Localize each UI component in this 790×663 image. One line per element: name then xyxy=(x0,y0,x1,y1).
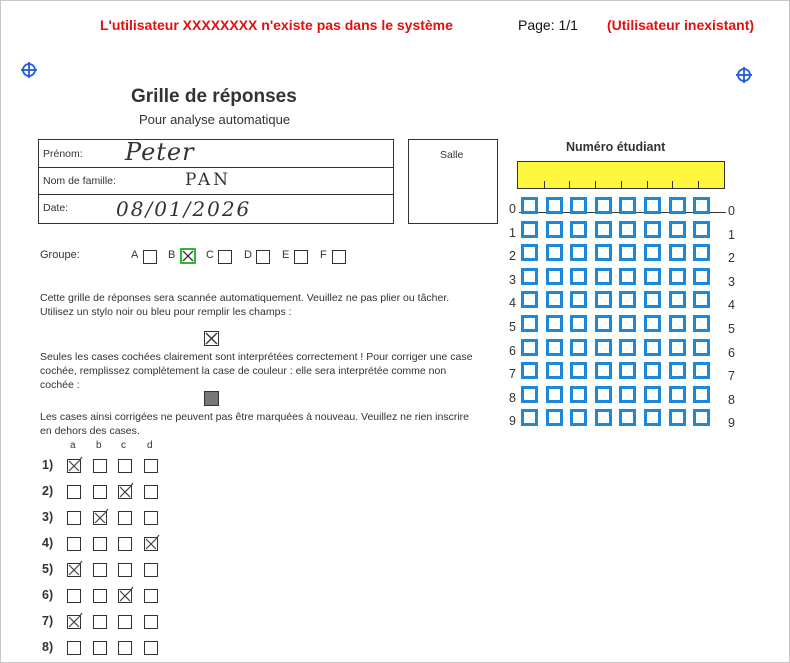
student-digit-box[interactable] xyxy=(570,386,587,403)
answer-checkbox[interactable] xyxy=(118,641,132,655)
student-number-field[interactable] xyxy=(517,161,725,189)
digit-label-right: 7 xyxy=(728,369,735,384)
first-name-label: Prénom: xyxy=(43,148,83,160)
digit-label-left: 5 xyxy=(509,320,516,334)
check-mark-icon xyxy=(182,250,194,262)
digit-label-right: 2 xyxy=(728,251,735,266)
student-digit-box[interactable] xyxy=(521,362,538,379)
question-column-header: c xyxy=(121,440,126,451)
student-digit-box[interactable] xyxy=(693,197,710,214)
student-digit-box[interactable] xyxy=(595,221,612,238)
student-digit-box[interactable] xyxy=(669,362,686,379)
student-digit-box[interactable] xyxy=(595,409,612,426)
digit-divider xyxy=(569,181,570,188)
instructions-line: cochée : xyxy=(40,379,80,391)
student-digit-box[interactable] xyxy=(693,386,710,403)
answer-checkbox[interactable] xyxy=(93,641,107,655)
student-digit-box[interactable] xyxy=(521,268,538,285)
student-digit-box[interactable] xyxy=(521,409,538,426)
student-digit-box[interactable] xyxy=(546,268,563,285)
student-digit-box[interactable] xyxy=(619,409,636,426)
answer-checkbox[interactable] xyxy=(144,511,158,525)
student-digit-box[interactable] xyxy=(669,244,686,261)
answer-checkbox[interactable] xyxy=(67,563,81,577)
student-digit-box[interactable] xyxy=(693,291,710,308)
digit-divider xyxy=(621,181,622,188)
answer-checkbox[interactable] xyxy=(67,459,81,473)
last-name-label: Nom de famille: xyxy=(43,175,116,187)
answer-checkbox[interactable] xyxy=(118,615,132,629)
instructions-line: Les cases ainsi corrigées ne peuvent pas être marquées à nouveau. Veuillez ne rien inscrire xyxy=(40,411,469,423)
question-number: 6) xyxy=(42,588,54,602)
identity-box xyxy=(38,139,394,224)
answer-checkbox[interactable] xyxy=(67,485,81,499)
answer-checkbox[interactable] xyxy=(144,537,158,551)
instructions-paragraph-1 xyxy=(40,291,490,319)
student-digit-box[interactable] xyxy=(595,362,612,379)
student-digit-box[interactable] xyxy=(669,268,686,285)
student-digit-box[interactable] xyxy=(521,339,538,356)
student-digit-box[interactable] xyxy=(546,339,563,356)
date-label: Date: xyxy=(43,202,69,214)
group-option-checkbox[interactable] xyxy=(143,250,157,264)
digit-label-left: 2 xyxy=(509,249,516,264)
answer-checkbox[interactable] xyxy=(118,563,132,577)
crosshair-target-icon[interactable] xyxy=(21,62,37,78)
group-option-label: C xyxy=(206,249,214,261)
group-option-label: B xyxy=(168,249,176,261)
student-digit-box[interactable] xyxy=(669,221,686,238)
answer-checkbox[interactable] xyxy=(67,589,81,603)
student-digit-box[interactable] xyxy=(546,221,563,238)
check-mark-icon xyxy=(119,486,131,498)
question-number: 8) xyxy=(42,640,54,654)
student-digit-box[interactable] xyxy=(595,291,612,308)
form-title: Grille de réponses xyxy=(131,86,297,107)
student-digit-box[interactable] xyxy=(546,291,563,308)
question-column-header: b xyxy=(96,440,102,451)
digit-label-right: 1 xyxy=(728,227,735,242)
question-column-header: a xyxy=(70,440,76,451)
student-digit-box[interactable] xyxy=(693,221,710,238)
digit-label-right: 8 xyxy=(728,392,735,407)
answer-checkbox[interactable] xyxy=(144,641,158,655)
student-digit-box[interactable] xyxy=(669,386,686,403)
student-digit-box[interactable] xyxy=(570,291,587,308)
check-mark-icon xyxy=(68,460,80,472)
digit-label-right: 0 xyxy=(728,204,735,218)
student-digit-box[interactable] xyxy=(570,362,587,379)
status-message: (Utilisateur inexistant) xyxy=(607,17,755,33)
check-mark-icon xyxy=(145,538,157,550)
instructions-line: Utilisez un stylo noir ou bleu pour remplir les champs : xyxy=(40,306,292,318)
digit-label-right: 3 xyxy=(728,274,735,289)
answer-checkbox[interactable] xyxy=(67,537,81,551)
student-digit-box[interactable] xyxy=(693,339,710,356)
sample-checked-box xyxy=(204,331,219,346)
error-message: L'utilisateur XXXXXXXX n'existe pas dans le système xyxy=(100,17,453,33)
question-number: 3) xyxy=(42,510,54,524)
question-number: 4) xyxy=(42,536,54,550)
check-mark-icon xyxy=(68,616,80,628)
check-mark-icon xyxy=(68,564,80,576)
answer-checkbox[interactable] xyxy=(93,563,107,577)
form-subtitle: Pour analyse automatique xyxy=(139,112,291,127)
digit-label-right: 4 xyxy=(728,298,735,313)
salle-box[interactable] xyxy=(408,139,498,224)
student-digit-box[interactable] xyxy=(644,409,661,426)
student-digit-box[interactable] xyxy=(619,244,636,261)
student-digit-box[interactable] xyxy=(669,197,686,214)
student-digit-box[interactable] xyxy=(595,339,612,356)
student-digit-box[interactable] xyxy=(595,197,612,214)
student-digit-box[interactable] xyxy=(570,339,587,356)
student-digit-box[interactable] xyxy=(546,197,563,214)
student-digit-box[interactable] xyxy=(619,386,636,403)
student-digit-box[interactable] xyxy=(595,244,612,261)
student-digit-box[interactable] xyxy=(619,221,636,238)
digit-label-left: 7 xyxy=(509,367,516,382)
student-digit-box[interactable] xyxy=(521,197,538,214)
student-digit-box[interactable] xyxy=(619,268,636,285)
student-digit-box[interactable] xyxy=(546,315,563,332)
answer-checkbox[interactable] xyxy=(118,537,132,551)
digit-divider xyxy=(595,181,596,188)
check-mark-icon xyxy=(119,590,131,602)
question-number: 5) xyxy=(42,562,54,576)
question-number: 2) xyxy=(42,484,54,498)
digit-label-left: 1 xyxy=(509,225,516,240)
check-mark-icon xyxy=(94,512,106,524)
student-digit-box[interactable] xyxy=(644,291,661,308)
digit-label-left: 0 xyxy=(509,202,516,216)
group-option-label: E xyxy=(282,249,290,261)
digit-divider xyxy=(672,181,673,188)
answer-checkbox[interactable] xyxy=(118,589,132,603)
digit-label-right: 5 xyxy=(728,322,735,336)
student-digit-box[interactable] xyxy=(570,244,587,261)
student-digit-box[interactable] xyxy=(619,197,636,214)
answer-checkbox[interactable] xyxy=(144,589,158,603)
student-digit-box[interactable] xyxy=(595,315,612,332)
answer-checkbox[interactable] xyxy=(93,485,107,499)
student-digit-box[interactable] xyxy=(570,409,587,426)
answer-checkbox[interactable] xyxy=(118,485,132,499)
answer-checkbox[interactable] xyxy=(144,485,158,499)
student-digit-box[interactable] xyxy=(669,315,686,332)
student-digit-box[interactable] xyxy=(644,386,661,403)
digit-label-left: 8 xyxy=(509,390,516,405)
answer-checkbox[interactable] xyxy=(144,563,158,577)
student-digit-box[interactable] xyxy=(693,268,710,285)
student-digit-box[interactable] xyxy=(693,362,710,379)
student-digit-box[interactable] xyxy=(644,339,661,356)
group-option-checkbox[interactable] xyxy=(294,250,308,264)
student-digit-box[interactable] xyxy=(570,268,587,285)
student-digit-box[interactable] xyxy=(693,409,710,426)
student-digit-box[interactable] xyxy=(644,315,661,332)
answer-checkbox[interactable] xyxy=(93,537,107,551)
student-digit-box[interactable] xyxy=(619,291,636,308)
salle-label: Salle xyxy=(440,149,464,161)
answer-checkbox[interactable] xyxy=(118,459,132,473)
answer-checkbox[interactable] xyxy=(144,459,158,473)
sample-corrected-box xyxy=(204,391,219,406)
student-digit-box[interactable] xyxy=(644,244,661,261)
digit-label-left: 9 xyxy=(509,414,516,429)
answer-checkbox[interactable] xyxy=(118,511,132,525)
instructions-line: Cette grille de réponses sera scannée automatiquement. Veuillez ne pas plier ou tâcher. xyxy=(40,292,450,304)
question-number: 1) xyxy=(42,458,54,472)
student-digit-box[interactable] xyxy=(669,291,686,308)
student-digit-box[interactable] xyxy=(644,197,661,214)
student-digit-box[interactable] xyxy=(546,244,563,261)
student-digit-box[interactable] xyxy=(644,221,661,238)
date-row xyxy=(39,194,393,221)
group-option-checkbox[interactable] xyxy=(332,250,346,264)
digit-divider xyxy=(698,181,699,188)
answer-checkbox[interactable] xyxy=(67,615,81,629)
student-number-title: Numéro étudiant xyxy=(566,140,666,154)
instructions-line: en dehors des cases. xyxy=(40,425,140,437)
student-digit-box[interactable] xyxy=(570,221,587,238)
instructions-line: Seules les cases cochées clairement sont interprétées correctement ! Pour corriger une case xyxy=(40,351,473,363)
student-digit-box[interactable] xyxy=(546,362,563,379)
answer-checkbox[interactable] xyxy=(144,615,158,629)
instructions-paragraph-3 xyxy=(40,410,490,438)
digit-label-left: 3 xyxy=(509,272,516,287)
group-label: Groupe: xyxy=(40,249,80,261)
student-digit-box[interactable] xyxy=(619,315,636,332)
student-digit-box[interactable] xyxy=(521,291,538,308)
question-column-header: d xyxy=(147,440,153,451)
instructions-paragraph-2 xyxy=(40,350,490,392)
student-digit-box[interactable] xyxy=(693,244,710,261)
answer-checkbox[interactable] xyxy=(67,641,81,655)
student-digit-box[interactable] xyxy=(619,362,636,379)
student-digit-box[interactable] xyxy=(521,221,538,238)
group-option-checkbox[interactable] xyxy=(180,248,196,264)
last-name-row xyxy=(39,167,393,195)
digit-divider xyxy=(647,181,648,188)
answer-checkbox[interactable] xyxy=(93,459,107,473)
date-value[interactable]: 08/01/2026 xyxy=(116,197,252,221)
student-digit-box[interactable] xyxy=(669,409,686,426)
question-number: 7) xyxy=(42,614,54,628)
student-digit-box[interactable] xyxy=(546,409,563,426)
group-option-checkbox[interactable] xyxy=(256,250,270,264)
first-name-row xyxy=(39,140,393,168)
student-digit-box[interactable] xyxy=(644,268,661,285)
answer-checkbox[interactable] xyxy=(93,615,107,629)
student-digit-box[interactable] xyxy=(521,315,538,332)
group-option-label: A xyxy=(131,249,139,261)
student-digit-box[interactable] xyxy=(595,268,612,285)
digit-divider xyxy=(544,181,545,188)
group-option-checkbox[interactable] xyxy=(218,250,232,264)
student-digit-box[interactable] xyxy=(570,315,587,332)
student-digit-box[interactable] xyxy=(570,197,587,214)
crosshair-target-icon[interactable] xyxy=(736,67,752,83)
group-option-label: F xyxy=(320,249,327,261)
digit-label-left: 6 xyxy=(509,343,516,358)
instructions-line: cochée, remplissez complètement la case de couleur : elle sera interprétée comme non xyxy=(40,365,447,377)
digit-label-right: 9 xyxy=(728,416,735,431)
digit-label-left: 4 xyxy=(509,296,516,311)
student-digit-box[interactable] xyxy=(669,339,686,356)
last-name-value[interactable]: PAN xyxy=(185,170,232,190)
student-digit-box[interactable] xyxy=(644,362,661,379)
group-option-label: D xyxy=(244,249,252,261)
page-indicator: Page: 1/1 xyxy=(518,17,578,33)
student-digit-box[interactable] xyxy=(693,315,710,332)
first-name-value[interactable]: Peter xyxy=(125,138,195,166)
student-digit-box[interactable] xyxy=(521,386,538,403)
student-digit-box[interactable] xyxy=(595,386,612,403)
digit-label-right: 6 xyxy=(728,345,735,360)
answer-checkbox[interactable] xyxy=(93,589,107,603)
student-digit-box[interactable] xyxy=(619,339,636,356)
student-digit-box[interactable] xyxy=(546,386,563,403)
student-digit-box[interactable] xyxy=(521,244,538,261)
answer-checkbox[interactable] xyxy=(67,511,81,525)
answer-checkbox[interactable] xyxy=(93,511,107,525)
